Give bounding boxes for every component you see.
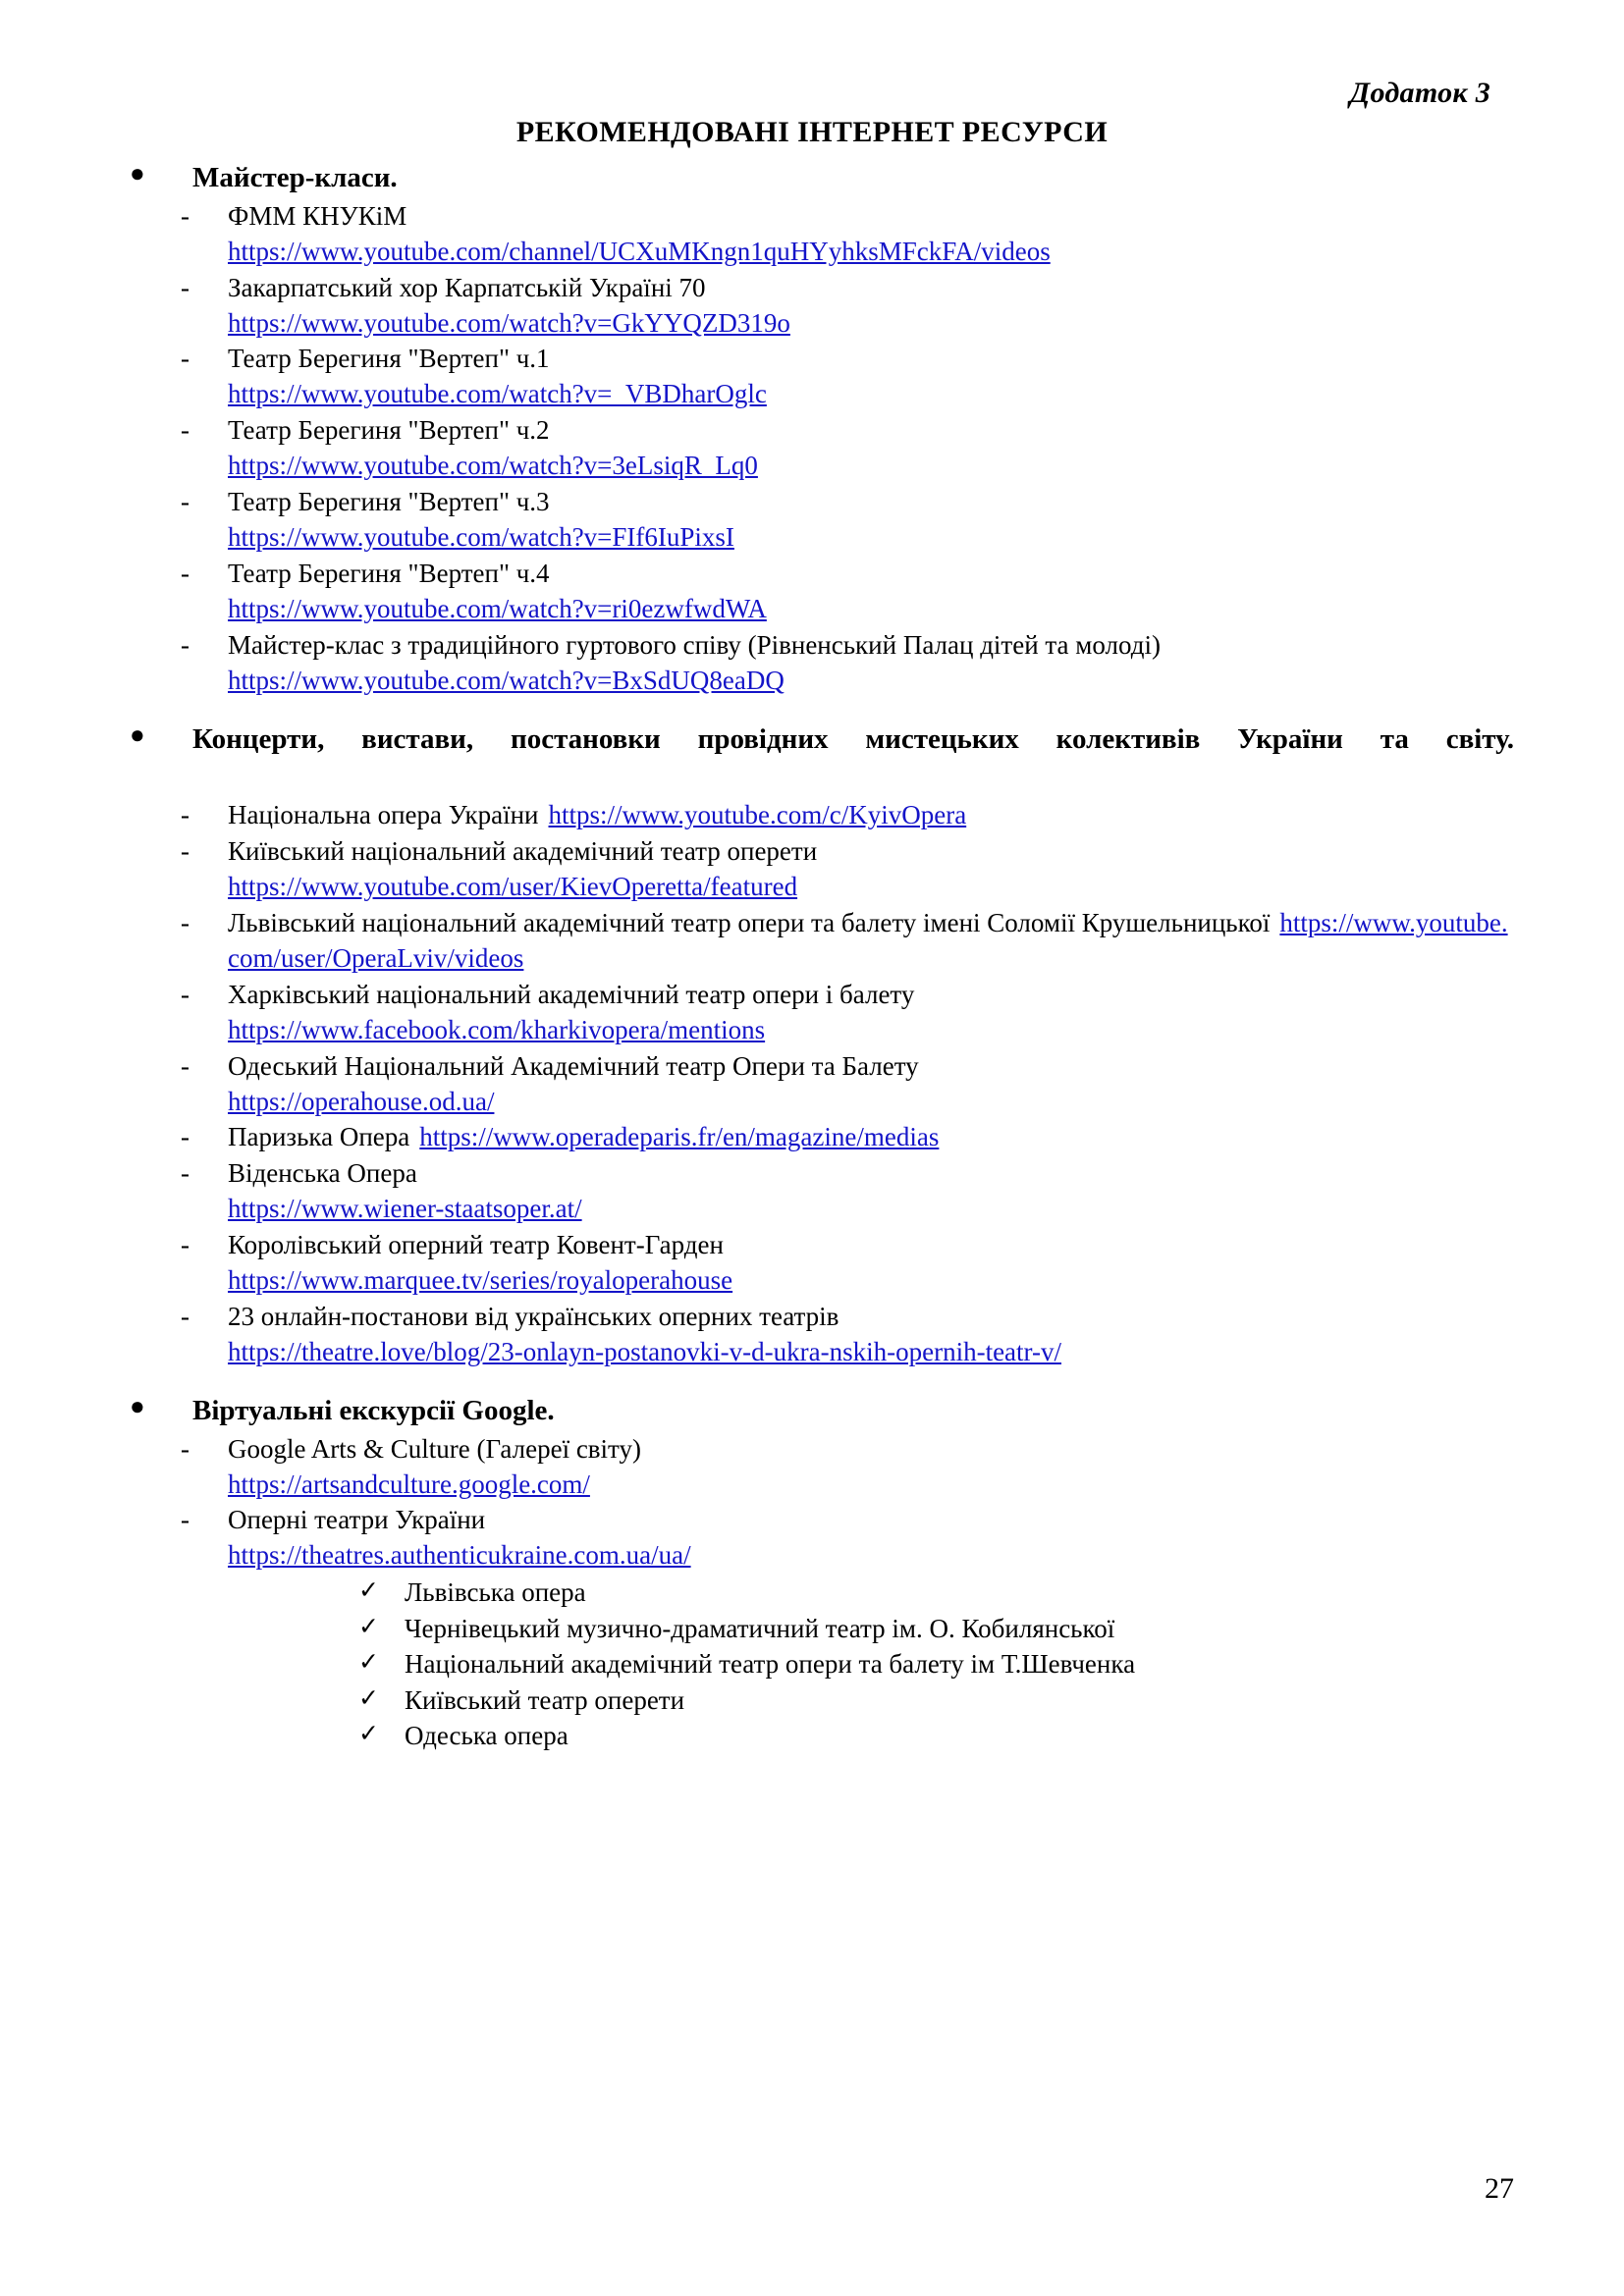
section-heading-label: Віртуальні екскурсії Google. — [192, 1394, 555, 1426]
dash-icon: - — [181, 415, 189, 446]
resource-link-line — [228, 592, 1514, 627]
check-list-label: Львівська опера — [405, 1577, 586, 1608]
dash-icon: - — [181, 1158, 189, 1189]
check-list-item — [110, 1682, 1514, 1718]
resource-label: Google Arts & Culture (Галереї світу) — [228, 1433, 641, 1464]
check-list-item — [110, 1575, 1514, 1610]
list-item — [110, 1049, 1514, 1120]
list-item — [110, 628, 1514, 699]
check-list-label: Чернівецький музично-драматичний театр ім. О. Кобилянської — [405, 1613, 1115, 1643]
dash-icon: - — [181, 979, 189, 1009]
checkmark-icon: ✓ — [358, 1577, 379, 1605]
resource-link-line — [228, 1013, 1514, 1048]
resource-link-line — [228, 306, 1514, 342]
resource-link[interactable]: https://www.youtube.com/watch?v=ri0ezwfwdWA — [228, 593, 767, 623]
check-list-label: Національний академічний театр опери та балету ім Т.Шевченка — [405, 1649, 1136, 1680]
section-heading — [110, 159, 1514, 197]
resource-link[interactable]: https://operahouse.od.ua/ — [228, 1086, 495, 1116]
resource-link[interactable]: https://theatres.authenticukraine.com.ua/ua/ — [228, 1540, 691, 1571]
section-heading-label: Концерти, вистави, постановки провідних мистецьких колективів України та світу. — [192, 722, 1514, 755]
check-list-item — [110, 1646, 1514, 1682]
appendix-label: Додаток 3 — [1349, 77, 1490, 109]
resource-link[interactable]: https://www.youtube.com/watch?v=3eLsiqR_Lq0 — [228, 451, 758, 481]
list-item — [110, 978, 1514, 1048]
dash-icon: - — [181, 1433, 189, 1464]
resource-link[interactable]: https://www.youtube.com/c/KyivOpera — [548, 800, 967, 830]
resource-link-line — [228, 1468, 1514, 1503]
dash-icon: - — [181, 1505, 189, 1535]
resource-label: Віденська Опера — [228, 1158, 417, 1189]
resource-link-line — [228, 1085, 1514, 1120]
resource-label: Національна опера України — [228, 800, 539, 830]
resource-label: Театр Берегиня "Вертеп" ч.3 — [228, 487, 550, 517]
resource-label: Харківський національний академічний театр опери і балету — [228, 979, 915, 1009]
list-item — [110, 557, 1514, 627]
resource-link[interactable]: https://www.youtube.com/watch?v=FIf6IuPixsI — [228, 522, 734, 553]
checkmark-icon: ✓ — [358, 1721, 379, 1747]
dash-icon: - — [181, 1050, 189, 1081]
resource-link-line — [228, 520, 1514, 556]
resource-label: Театр Берегиня "Вертеп" ч.2 — [228, 415, 550, 446]
page-title: РЕКОМЕНДОВАНІ ІНТЕРНЕТ РЕСУРСИ — [515, 116, 1109, 148]
dash-icon: - — [181, 487, 189, 517]
resource-line — [228, 1120, 1514, 1155]
dash-icon: - — [181, 907, 189, 937]
resource-list — [110, 199, 1514, 699]
dash-icon: - — [181, 272, 189, 302]
resource-link-line — [228, 1263, 1514, 1299]
dash-icon: - — [181, 558, 189, 588]
dash-icon: - — [181, 836, 189, 867]
checkmark-icon: ✓ — [358, 1613, 379, 1640]
list-item — [110, 1503, 1514, 1574]
resource-list — [110, 1432, 1514, 1754]
resource-link[interactable]: https://www.youtube.com/user/KievOperetta/featured — [228, 872, 798, 902]
resource-link[interactable]: https://artsandculture.google.com/ — [228, 1468, 590, 1499]
resource-link-line — [228, 449, 1514, 484]
bullet-icon: ● — [130, 159, 145, 187]
resource-label: Королівський оперний театр Ковент-Гарден — [228, 1230, 724, 1260]
resource-link-line — [228, 377, 1514, 412]
resource-label: Паризька Опера — [228, 1122, 410, 1152]
resource-link[interactable]: https://www.youtube.com/channel/UCXuMKngn1quHYyhksMFckFA/videos — [228, 236, 1051, 266]
resource-line — [228, 906, 1514, 977]
resource-link[interactable]: https://www.youtube.com/watch?v=_VBDharOglc — [228, 379, 767, 409]
resource-label: Одеський Національний Академічний театр Опери та Балету — [228, 1050, 919, 1081]
dash-icon: - — [181, 344, 189, 374]
list-item — [110, 485, 1514, 556]
resource-label: 23 онлайн-постанови від українських оперних театрів — [228, 1301, 839, 1331]
dash-icon: - — [181, 1301, 189, 1331]
list-item — [110, 906, 1514, 977]
resource-link[interactable]: https://www.youtube.com/user/OperaLviv/videos — [228, 907, 1508, 973]
resource-link[interactable]: https://www.wiener-staatsoper.at/ — [228, 1194, 582, 1224]
dash-icon: - — [181, 629, 189, 660]
list-item — [110, 1120, 1514, 1155]
bullet-icon: ● — [130, 720, 145, 749]
resource-label: ФММ КНУКіМ — [228, 200, 407, 231]
list-item — [110, 413, 1514, 484]
resource-list — [110, 798, 1514, 1370]
list-item — [110, 271, 1514, 342]
resource-label: Театр Берегиня "Вертеп" ч.1 — [228, 344, 550, 374]
resource-link-line — [228, 235, 1514, 270]
sections-container — [110, 159, 1514, 1753]
resource-label: Київський національний академічний театр оперети — [228, 836, 818, 867]
section-spacer — [110, 1371, 1514, 1385]
page-number: 27 — [1485, 2172, 1514, 2205]
resource-link-line — [228, 870, 1514, 905]
list-item — [110, 1228, 1514, 1299]
resource-link[interactable]: https://www.operadeparis.fr/en/magazine/medias — [419, 1122, 940, 1152]
resource-link[interactable]: https://www.marquee.tv/series/royaloperahouse — [228, 1265, 733, 1296]
resource-link[interactable]: https://www.youtube.com/watch?v=GkYYQZD319o — [228, 307, 790, 338]
list-item — [110, 1432, 1514, 1503]
dash-icon: - — [181, 200, 189, 231]
dash-icon: - — [181, 800, 189, 830]
check-list-label: Одеська опера — [405, 1721, 568, 1750]
list-item — [110, 1156, 1514, 1227]
list-item — [110, 834, 1514, 905]
resource-link[interactable]: https://theatre.love/blog/23-onlayn-postanovki-v-d-ukra-nskih-opernih-teatr-v/ — [228, 1336, 1061, 1366]
resource-label: Театр Берегиня "Вертеп" ч.4 — [228, 558, 550, 588]
section-heading-label: Майстер-класи. — [192, 162, 398, 193]
list-item — [110, 1300, 1514, 1370]
check-list-label: Київський театр оперети — [405, 1684, 685, 1715]
resource-line — [228, 798, 1514, 833]
check-list-item — [110, 1611, 1514, 1646]
resource-link[interactable]: https://www.facebook.com/kharkivopera/mentions — [228, 1014, 766, 1044]
resource-link-line — [228, 664, 1514, 699]
list-item — [110, 342, 1514, 412]
check-list-item — [110, 1718, 1514, 1753]
list-item — [110, 199, 1514, 270]
checkmark-icon: ✓ — [358, 1684, 379, 1712]
dash-icon: - — [181, 1230, 189, 1260]
resource-link-line — [228, 1538, 1514, 1574]
resource-link-line — [228, 1335, 1514, 1370]
resource-label: Львівський національний академічний театр опери та балету імені Соломії Крушельницької — [228, 907, 1271, 937]
resource-link[interactable]: https://www.youtube.com/watch?v=BxSdUQ8eaDQ — [228, 665, 785, 695]
resource-label: Оперні театри України — [228, 1505, 486, 1535]
list-item — [110, 798, 1514, 833]
bullet-icon: ● — [130, 1391, 145, 1420]
resource-link-line — [228, 1192, 1514, 1227]
section-heading — [110, 1392, 1514, 1430]
theatre-check-list — [110, 1575, 1514, 1753]
section-heading — [110, 721, 1514, 797]
resource-label: Закарпатський хор Карпатській Україні 70 — [228, 272, 706, 302]
dash-icon: - — [181, 1122, 189, 1152]
section-spacer — [110, 700, 1514, 714]
checkmark-icon: ✓ — [358, 1649, 379, 1677]
resource-label: Майстер-клас з традиційного гуртового співу (Рівненський Палац дітей та молоді) — [228, 629, 1161, 660]
